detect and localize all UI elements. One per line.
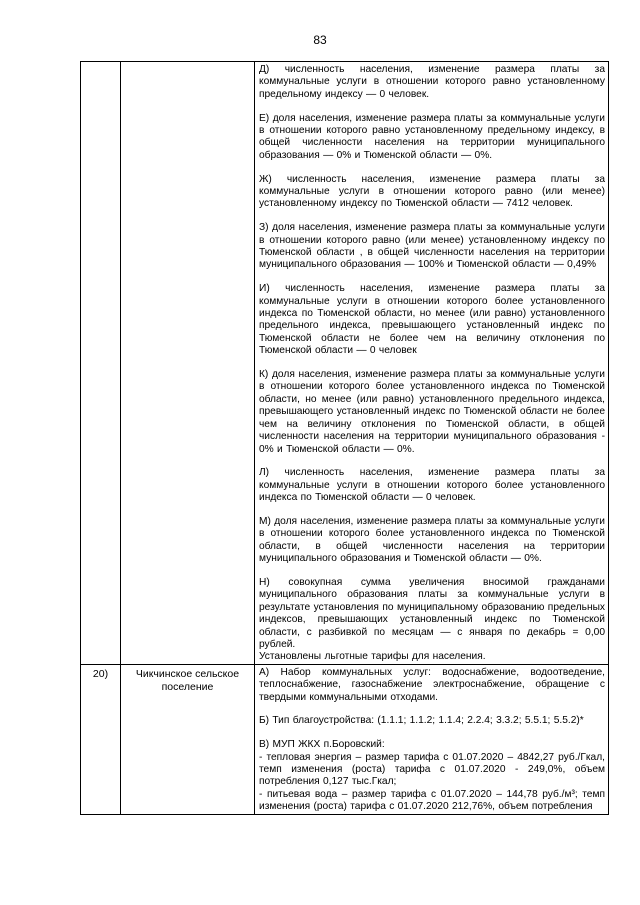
paragraph-m: М) доля населения, изменение размера платы за коммунальные услуги в отношении которого более установленного индекса по Тюменской области, в общей численности населения на территории муниципального образования и Тюменской области — 0%. (259, 515, 605, 565)
page-number: 83 (313, 33, 327, 47)
row-number-cell: 20) (81, 664, 121, 814)
table-row-20 (81, 664, 609, 814)
paragraph-i: И) численность населения, изменение размера платы за коммунальные услуги в отношении которого более установленного индекса по Тюменской области, но менее (или равно) установленного предельного индекса, превышающего установленный индекс по Тюменской области не более чем на величину отклонения по Тюменской области — 0 человек (259, 283, 605, 357)
paragraph-v-heading: В) МУП ЖКХ п.Боровский: (259, 739, 385, 751)
row-number-cell (81, 62, 121, 665)
closing-line: Установлены льготные тарифы для населения. (259, 651, 486, 663)
paragraph-l: Л) численность населения, изменение размера платы за коммунальные услуги в отношении которого более установленного индекса по Тюменской области — 0 человек. (259, 467, 605, 504)
paragraph-a: А) Набор коммунальных услуг: водоснабжение, водоотведение, теплоснабжение, газоснабжение электроснабжение, обращение с твердыми коммунальными отходами. (259, 666, 605, 703)
paragraph-z: З) доля населения, изменение размера платы за коммунальные услуги в отношении которого равно (или менее) установленному индексу по Тюменской области , в общей численности населения на территории муниципального образования — 100% и Тюменской области — 0,49% (259, 222, 605, 271)
indicators-cell (255, 62, 609, 665)
paragraph-zh: Ж) численность населения, изменение размера платы за коммунальные услуги в отношении которого равно (или менее) установленному индексу по Тюменской области — 7412 человек. (259, 173, 605, 210)
paragraph-v-water: - питьевая вода – размер тарифа с 01.07.2020 – 144,78 руб./м³; темп изменения (роста) тарифа с 01.07.2020 212,76%, объем потребления (259, 788, 605, 813)
indicators-cell (255, 664, 609, 814)
paragraph-b: Б) Тип благоустройства: (1.1.1; 1.1.2; 1.1.4; 2.2.4; 3.3.2; 5.5.1; 5.5.2)* (259, 715, 584, 727)
paragraph-n: Н) совокупная сумма увеличения вносимой гражданами муниципального образования платы за коммунальные услуги в результате установления по муниципальному образованию предельных индексов, превышающих установленный индекс по Тюменской области, с разбивкой по месяцам — с января по декабрь = 0,00 рублей. (259, 576, 605, 650)
settlement-name-cell: Чикчинское сельское поселение (121, 664, 255, 814)
tariff-table (80, 61, 609, 815)
paragraph-e: Е) доля населения, изменение размера платы за коммунальные услуги в отношении которого равно установленному предельному индексу, в общей численности населения на территории муниципального образования — 0% и Тюменской области — 0%. (259, 112, 605, 161)
paragraph-k: К) доля населения, изменение размера платы за коммунальные услуги в отношении которого более установленного индекса по Тюменской области, но менее (или равно) установленного предельного индекса, превышающего установленный индекс по Тюменской области не более чем на величину отклонения по Тюменской области, в общей численности населения на территории муниципального образования - 0% и Тюменской области — 0%. (259, 369, 605, 455)
settlement-name-cell (121, 62, 255, 665)
paragraph-d: Д) численность населения, изменение размера платы за коммунальные услуги в отношении которого равно установленному предельному индексу — 0 человек. (259, 64, 605, 100)
table-row-continuation (81, 62, 609, 665)
paragraph-v-heat: - тепловая энергия – размер тарифа с 01.07.2020 – 4842,27 руб./Гкал, темп изменения (роста) тарифа с 01.07.2020 - 249,0%, объем потребления 0,127 тыс.Гкал; (259, 751, 605, 788)
